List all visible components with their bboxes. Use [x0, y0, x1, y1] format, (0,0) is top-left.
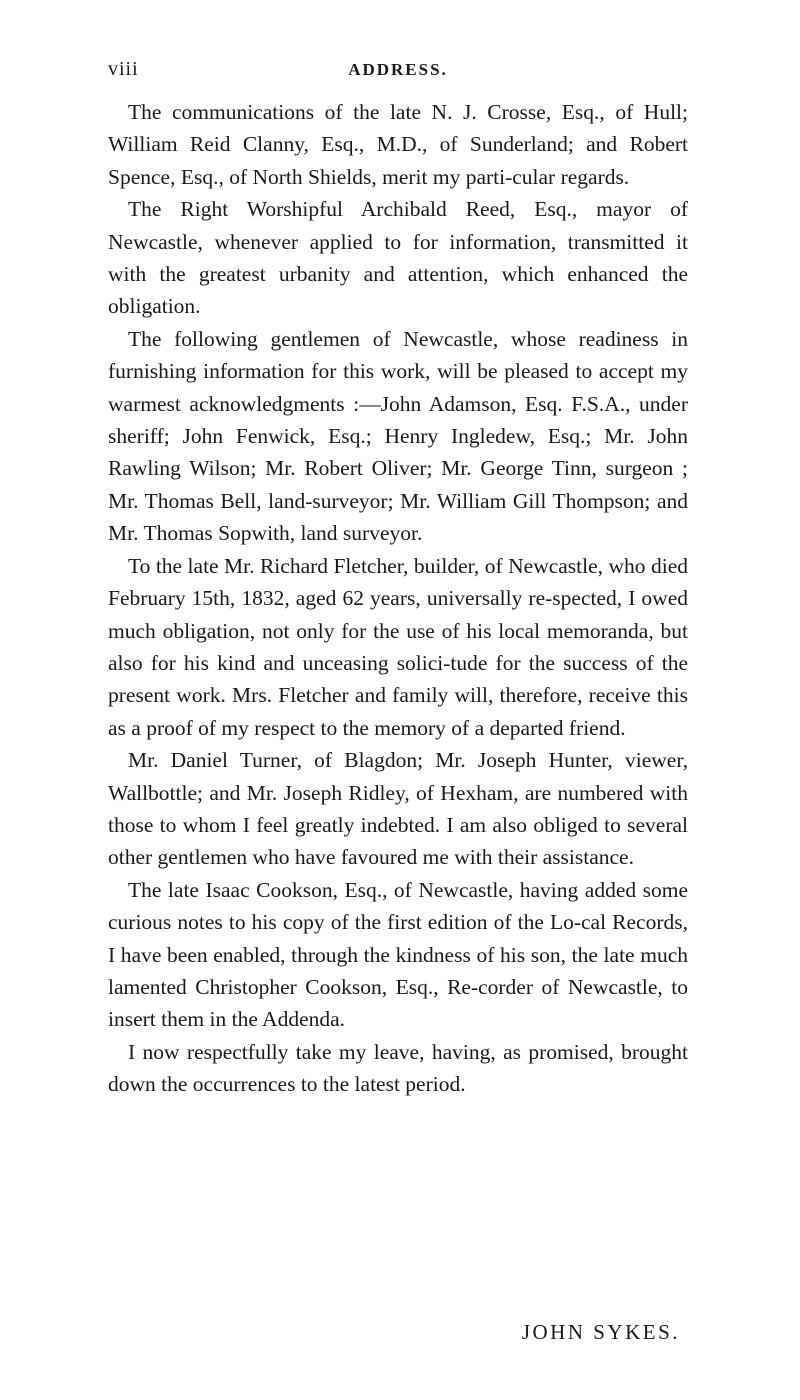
paragraph-farewell: I now respectfully take my leave, having, as promised, brought down the occurrences to the latest period.	[108, 1039, 688, 1097]
paragraph-cookson: The late Isaac Cookson, Esq., of Newcastle, having added some curious notes to his copy of the first edition of the Lo-cal Records, I have been enabled, through the kindness of his son, the late much lamented Christopher Cookson, Esq., Re-corder of Newcastle, to insert them in the Addenda.	[108, 877, 688, 1032]
page-number: viii	[108, 58, 139, 80]
paragraph-correspondents: The communications of the late N. J. Crosse, Esq., of Hull; William Reid Clanny, Esq., M.D., of Sunderland; and Robert Spence, Esq., of North Shields, merit my parti-cular regards.	[108, 100, 688, 189]
paragraph-mayor: The Right Worshipful Archibald Reed, Esq., mayor of Newcastle, whenever applied to for information, transmitted it with the greatest urbanity and attention, which enhanced the obligation.	[108, 197, 688, 319]
paragraph-turner-hunter-ridley: Mr. Daniel Turner, of Blagdon; Mr. Joseph Hunter, viewer, Wallbottle; and Mr. Joseph Ridley, of Hexham, are numbered with those to whom I feel greatly indebted. I am also obliged to several other gentlemen who have favoured me with their assistance.	[108, 748, 688, 870]
paragraph-newcastle-gentlemen: The following gentlemen of Newcastle, whose readiness in furnishing information for this work, will be pleased to accept my warmest acknowledgments :—John Adamson, Esq. F.S.A., under sheriff; John Fenwick, Esq.; Henry Ingledew, Esq.; Mr. John Rawling Wilson; Mr. Robert Oliver; Mr. George Tinn, surgeon ; Mr. Thomas Bell, land-surveyor; Mr. William Gill Thompson; and Mr. Thomas Sopwith, land surveyor.	[108, 326, 688, 546]
signature: JOHN SYKES.	[521, 1320, 680, 1344]
paragraph-fletcher: To the late Mr. Richard Fletcher, builder, of Newcastle, who died February 15th, 1832, aged 62 years, universally re-spected, I owed much obligation, not only for the use of his local memoranda, but also for his kind and unceasing solici-tude for the success of the present work. Mrs. Fletcher and family will, therefore, receive this as a proof of my respect to the memory of a departed friend.	[108, 553, 688, 740]
running-head	[108, 58, 688, 88]
running-title: ADDRESS.	[348, 60, 448, 79]
body-text	[108, 96, 688, 1101]
